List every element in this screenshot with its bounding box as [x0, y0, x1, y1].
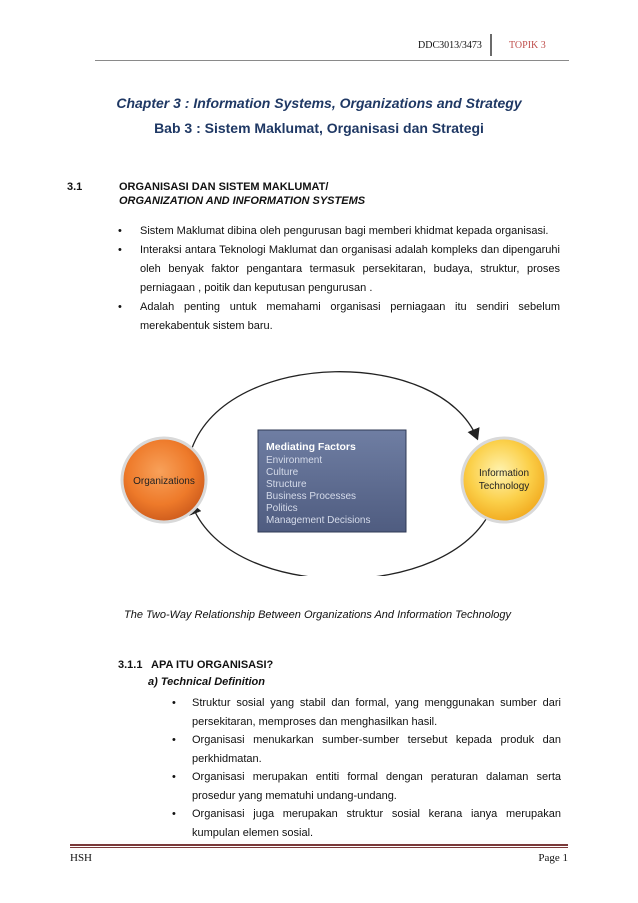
bullet-icon: • [118, 301, 122, 313]
list-item: • Interaksi antara Teknologi Maklumat dan organisasi adalah kompleks dan dipengaruhi oleh benyak faktor pengantara termasuk persekitaran, budaya, struktur, proses perniagaan , poitik dan keputusan pengurusan . [118, 241, 560, 298]
information-technology-label-line1: Information [478, 468, 530, 479]
chapter-title: Chapter 3 : Information Systems, Organizations and Strategy [116, 95, 522, 111]
subsection-number: 3.1.1 [118, 659, 143, 671]
bullet-icon: • [172, 771, 176, 783]
footer-rule-thick [70, 844, 568, 846]
figure-caption: The Two-Way Relationship Between Organizations And Information Technology [124, 609, 512, 621]
list-item: • Struktur sosial yang stabil dan formal, yang menggunakan sumber dari persekitaran, memproses dan menghasilkan hasil. [172, 694, 561, 731]
definition-bullet-list [172, 694, 561, 842]
course-code: DDC3013/3473 [418, 40, 482, 51]
organizations-label: Organizations [133, 476, 195, 487]
section-bullet-list [118, 222, 560, 336]
bullet-icon: • [172, 734, 176, 746]
header-rule [95, 60, 569, 61]
topic-label: TOPIK 3 [509, 40, 546, 51]
bab-title: Bab 3 : Sistem Maklumat, Organisasi dan Strategi [154, 120, 484, 136]
bullet-icon: • [118, 225, 122, 237]
mediating-factor-item: Politics [266, 503, 298, 514]
mediating-factor-item: Structure [266, 479, 307, 490]
information-technology-label-line2: Technology [478, 481, 530, 492]
mediating-factor-item: Business Processes [266, 491, 357, 502]
section-title: ORGANISASI DAN SISTEM MAKLUMAT/ [119, 181, 329, 193]
mediating-factor-item: Environment [266, 455, 323, 466]
list-item: • Adalah penting untuk memahami organisasi perniagaan itu sendiri sebelum merekabentuk sistem baru. [118, 298, 560, 336]
information-technology-node [462, 438, 546, 522]
header-divider [490, 34, 492, 56]
bullet-icon: • [172, 697, 176, 709]
list-item: • Organisasi juga merupakan struktur sosial kerana ianya merupakan kumpulan elemen sosial. [172, 805, 561, 842]
footer-author: HSH [70, 852, 93, 864]
section-number: 3.1 [67, 181, 83, 193]
bullet-icon: • [118, 244, 122, 256]
section-subtitle: ORGANIZATION AND INFORMATION SYSTEMS [119, 195, 366, 207]
list-item: • Organisasi menukarkan sumber-sumber tersebut kepada produk dan perkhidmatan. [172, 731, 561, 768]
definition-heading: a) Technical Definition [148, 676, 265, 688]
subsection-title: APA ITU ORGANISASI? [151, 659, 274, 671]
list-item: • Sistem Maklumat dibina oleh pengurusan bagi memberi khidmat kepada organisasi. [118, 222, 560, 241]
mediating-factor-item: Culture [266, 467, 299, 478]
two-way-relationship-diagram [120, 368, 565, 576]
page-number: Page 1 [538, 852, 568, 864]
mediating-factor-item: Management Decisions [266, 515, 371, 526]
mediating-factors-title: Mediating Factors [266, 441, 356, 453]
bullet-icon: • [172, 808, 176, 820]
footer-rule-thin [70, 847, 568, 848]
list-item: • Organisasi merupakan entiti formal dengan peraturan dalaman serta prosedur yang mematuhi undang-undang. [172, 768, 561, 805]
